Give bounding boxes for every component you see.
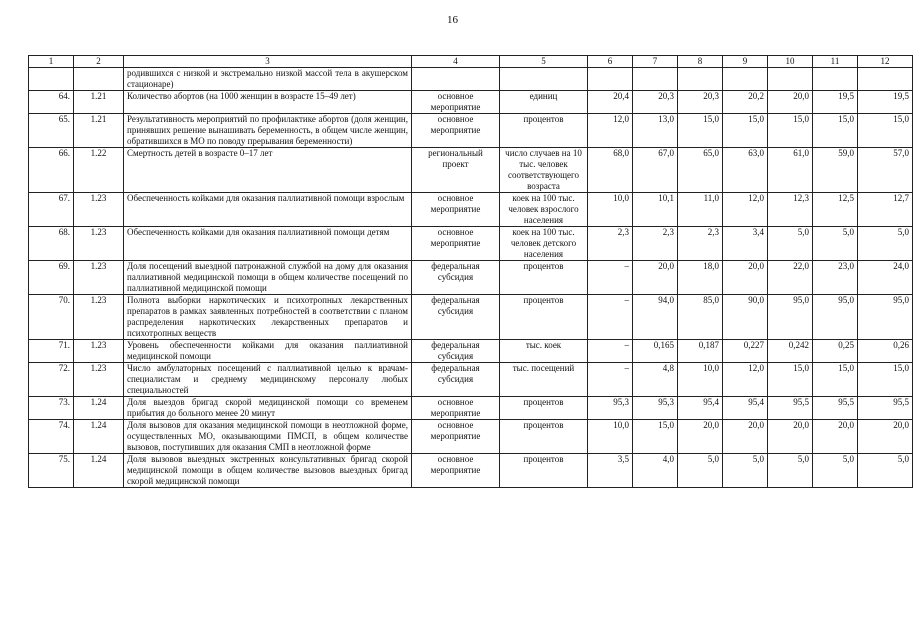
value-cell: 5,0 xyxy=(813,227,858,261)
row-number-cell: 68. xyxy=(29,227,74,261)
value-cell: 5,0 xyxy=(813,454,858,488)
value-cell: 0,227 xyxy=(723,340,768,363)
row-number-cell: 70. xyxy=(29,295,74,340)
value-cell: 24,0 xyxy=(858,261,913,295)
activity-type-cell: основное мероприятие xyxy=(412,227,500,261)
indicator-name-cell: Количество абортов (на 1000 женщин в возрасте 15–49 лет) xyxy=(124,91,412,114)
table-row xyxy=(29,227,913,261)
row-number-cell: 74. xyxy=(29,420,74,454)
value-cell: 10,0 xyxy=(588,420,633,454)
unit-cell: коек на 100 тыс. человек детского населения xyxy=(500,227,588,261)
code-cell: 1.23 xyxy=(74,227,124,261)
value-cell: 0,242 xyxy=(768,340,813,363)
value-cell: 68,0 xyxy=(588,148,633,193)
indicator-name-cell: Число амбулаторных посещений с паллиативной целью к врачам-специалистам и среднему медицинскому персоналу любых специальностей xyxy=(124,363,412,397)
value-cell: 5,0 xyxy=(768,454,813,488)
value-cell: 63,0 xyxy=(723,148,768,193)
value-cell: 12,0 xyxy=(723,193,768,227)
value-cell: 12,0 xyxy=(723,363,768,397)
activity-type-cell: региональный проект xyxy=(412,148,500,193)
activity-type-cell: основное мероприятие xyxy=(412,91,500,114)
activity-type-cell: федеральная субсидия xyxy=(412,363,500,397)
value-cell: 15,0 xyxy=(723,114,768,148)
code-cell: 1.23 xyxy=(74,363,124,397)
continuation-row xyxy=(29,68,913,91)
value-cell: 95,5 xyxy=(858,397,913,420)
header-cell: 10 xyxy=(768,56,813,68)
value-cell: 20,0 xyxy=(723,261,768,295)
value-cell: 15,0 xyxy=(633,420,678,454)
code-cell: 1.24 xyxy=(74,454,124,488)
value-cell: 59,0 xyxy=(813,148,858,193)
indicator-name-cell: Доля вызовов выездных экстренных консультативных бригад скорой медицинской помощи в общем количестве вызовов выездных бригад скорой медицинской помощи xyxy=(124,454,412,488)
value-cell: – xyxy=(588,261,633,295)
code-cell: 1.21 xyxy=(74,114,124,148)
header-cell: 3 xyxy=(124,56,412,68)
value-cell: 20,3 xyxy=(633,91,678,114)
value-cell: 5,0 xyxy=(723,454,768,488)
row-number-cell: 73. xyxy=(29,397,74,420)
value-cell: – xyxy=(588,363,633,397)
value-cell: 15,0 xyxy=(858,363,913,397)
unit-cell: тыс. коек xyxy=(500,340,588,363)
table-row xyxy=(29,91,913,114)
value-cell: 12,3 xyxy=(768,193,813,227)
table-row xyxy=(29,420,913,454)
activity-type-cell: основное мероприятие xyxy=(412,420,500,454)
value-cell: 15,0 xyxy=(678,114,723,148)
row-number-cell: 67. xyxy=(29,193,74,227)
value-cell: 95,4 xyxy=(678,397,723,420)
indicator-name-cell: Уровень обеспеченности койками для оказания паллиативной медицинской помощи xyxy=(124,340,412,363)
value-cell: 15,0 xyxy=(768,114,813,148)
indicator-name-cell: Полнота выборки наркотических и психотропных лекарственных препаратов в рамках заявленных потребностей в соответствии с планом распределения наркотических лекарственных препаратов и психотропных веществ xyxy=(124,295,412,340)
value-cell: 95,5 xyxy=(813,397,858,420)
indicator-name-cell: Доля вызовов для оказания медицинской помощи в неотложной форме, осуществленных МО, оказывающими ПМСП, в общем количестве вызовов, поступивших для оказания СМП в неотложной форме xyxy=(124,420,412,454)
value-cell: 11,0 xyxy=(678,193,723,227)
unit-cell: коек на 100 тыс. человек взрослого населения xyxy=(500,193,588,227)
unit-cell: процентов xyxy=(500,295,588,340)
header-cell: 4 xyxy=(412,56,500,68)
value-cell: 2,3 xyxy=(633,227,678,261)
unit-cell: единиц xyxy=(500,91,588,114)
value-cell: 22,0 xyxy=(768,261,813,295)
unit-cell: тыс. посещений xyxy=(500,363,588,397)
value-cell: 3,4 xyxy=(723,227,768,261)
value-cell: 15,0 xyxy=(813,363,858,397)
table-row xyxy=(29,193,913,227)
header-cell: 6 xyxy=(588,56,633,68)
value-cell: 19,5 xyxy=(858,91,913,114)
indicators-table xyxy=(28,55,913,488)
indicator-name-cell: Обеспеченность койками для оказания паллиативной помощи взрослым xyxy=(124,193,412,227)
table-row xyxy=(29,340,913,363)
value-cell: 12,7 xyxy=(858,193,913,227)
value-cell: 10,0 xyxy=(588,193,633,227)
page-number: 16 xyxy=(447,14,458,26)
table-row xyxy=(29,363,913,397)
value-cell: 95,4 xyxy=(723,397,768,420)
value-cell: 23,0 xyxy=(813,261,858,295)
value-cell: 0,165 xyxy=(633,340,678,363)
value-cell: 20,0 xyxy=(858,420,913,454)
header-cell: 9 xyxy=(723,56,768,68)
value-cell: 13,0 xyxy=(633,114,678,148)
activity-type-cell: федеральная субсидия xyxy=(412,261,500,295)
code-cell: 1.21 xyxy=(74,91,124,114)
unit-cell: процентов xyxy=(500,454,588,488)
value-cell: 95,5 xyxy=(768,397,813,420)
value-cell: 65,0 xyxy=(678,148,723,193)
value-cell: 95,3 xyxy=(588,397,633,420)
activity-type-cell: федеральная субсидия xyxy=(412,295,500,340)
row-number-cell: 64. xyxy=(29,91,74,114)
header-row xyxy=(29,56,913,68)
value-cell: 3,5 xyxy=(588,454,633,488)
value-cell: 90,0 xyxy=(723,295,768,340)
value-cell: 2,3 xyxy=(588,227,633,261)
value-cell: 15,0 xyxy=(858,114,913,148)
activity-type-cell: основное мероприятие xyxy=(412,114,500,148)
value-cell: 20,0 xyxy=(678,420,723,454)
table-row xyxy=(29,295,913,340)
indicator-name-cell: Доля посещений выездной патронажной службой на дому для оказания паллиативной медицинской помощи в общем количестве посещений по паллиативной медицинской помощи xyxy=(124,261,412,295)
value-cell: 10,0 xyxy=(678,363,723,397)
indicator-name-cell: Обеспеченность койками для оказания паллиативной помощи детям xyxy=(124,227,412,261)
row-number-cell: 69. xyxy=(29,261,74,295)
header-cell: 12 xyxy=(858,56,913,68)
value-cell: 5,0 xyxy=(678,454,723,488)
indicator-name-cell: родившихся с низкой и экстремально низкой массой тела в акушерском стационаре) xyxy=(124,68,412,91)
value-cell: 94,0 xyxy=(633,295,678,340)
value-cell: 4,0 xyxy=(633,454,678,488)
value-cell: 5,0 xyxy=(858,227,913,261)
value-cell: 20,0 xyxy=(768,420,813,454)
value-cell: 95,0 xyxy=(813,295,858,340)
table-row xyxy=(29,261,913,295)
unit-cell: число случаев на 10 тыс. человек соответствующего возраста xyxy=(500,148,588,193)
table-row xyxy=(29,397,913,420)
value-cell: 18,0 xyxy=(678,261,723,295)
code-cell: 1.23 xyxy=(74,295,124,340)
unit-cell: процентов xyxy=(500,261,588,295)
code-cell: 1.24 xyxy=(74,420,124,454)
row-number-cell: 75. xyxy=(29,454,74,488)
value-cell: 15,0 xyxy=(813,114,858,148)
row-number-cell: 66. xyxy=(29,148,74,193)
header-cell: 8 xyxy=(678,56,723,68)
value-cell: 85,0 xyxy=(678,295,723,340)
header-cell: 11 xyxy=(813,56,858,68)
activity-type-cell: основное мероприятие xyxy=(412,397,500,420)
unit-cell: процентов xyxy=(500,397,588,420)
value-cell: 20,0 xyxy=(633,261,678,295)
value-cell: 20,4 xyxy=(588,91,633,114)
table-row xyxy=(29,148,913,193)
value-cell: – xyxy=(588,340,633,363)
value-cell: – xyxy=(588,295,633,340)
indicator-name-cell: Результативность мероприятий по профилактике абортов (доля женщин, принявших решение вынашивать беременность, в общем числе женщин, обратившихся в МО по поводу прерывания беременности) xyxy=(124,114,412,148)
activity-type-cell: основное мероприятие xyxy=(412,193,500,227)
value-cell: 20,2 xyxy=(723,91,768,114)
code-cell: 1.23 xyxy=(74,261,124,295)
value-cell: 20,3 xyxy=(678,91,723,114)
value-cell: 4,8 xyxy=(633,363,678,397)
value-cell: 20,0 xyxy=(723,420,768,454)
code-cell: 1.23 xyxy=(74,340,124,363)
value-cell: 95,0 xyxy=(858,295,913,340)
value-cell: 61,0 xyxy=(768,148,813,193)
activity-type-cell: основное мероприятие xyxy=(412,454,500,488)
value-cell: 12,0 xyxy=(588,114,633,148)
value-cell: 57,0 xyxy=(858,148,913,193)
value-cell: 5,0 xyxy=(858,454,913,488)
indicator-name-cell: Доля выездов бригад скорой медицинской помощи со временем прибытия до больного менее 20 минут xyxy=(124,397,412,420)
indicator-name-cell: Смертность детей в возрасте 0–17 лет xyxy=(124,148,412,193)
value-cell: 0,187 xyxy=(678,340,723,363)
activity-type-cell: федеральная субсидия xyxy=(412,340,500,363)
row-number-cell: 65. xyxy=(29,114,74,148)
value-cell: 95,3 xyxy=(633,397,678,420)
header-cell: 5 xyxy=(500,56,588,68)
code-cell: 1.24 xyxy=(74,397,124,420)
code-cell: 1.23 xyxy=(74,193,124,227)
value-cell: 12,5 xyxy=(813,193,858,227)
value-cell: 10,1 xyxy=(633,193,678,227)
header-cell: 1 xyxy=(29,56,74,68)
unit-cell: процентов xyxy=(500,420,588,454)
value-cell: 2,3 xyxy=(678,227,723,261)
value-cell: 95,0 xyxy=(768,295,813,340)
header-cell: 2 xyxy=(74,56,124,68)
value-cell: 19,5 xyxy=(813,91,858,114)
table-row xyxy=(29,114,913,148)
table-row xyxy=(29,454,913,488)
value-cell: 20,0 xyxy=(813,420,858,454)
row-number-cell: 71. xyxy=(29,340,74,363)
value-cell: 15,0 xyxy=(768,363,813,397)
value-cell: 20,0 xyxy=(768,91,813,114)
value-cell: 67,0 xyxy=(633,148,678,193)
header-cell: 7 xyxy=(633,56,678,68)
value-cell: 0,25 xyxy=(813,340,858,363)
row-number-cell: 72. xyxy=(29,363,74,397)
code-cell: 1.22 xyxy=(74,148,124,193)
value-cell: 5,0 xyxy=(768,227,813,261)
value-cell: 0,26 xyxy=(858,340,913,363)
unit-cell: процентов xyxy=(500,114,588,148)
